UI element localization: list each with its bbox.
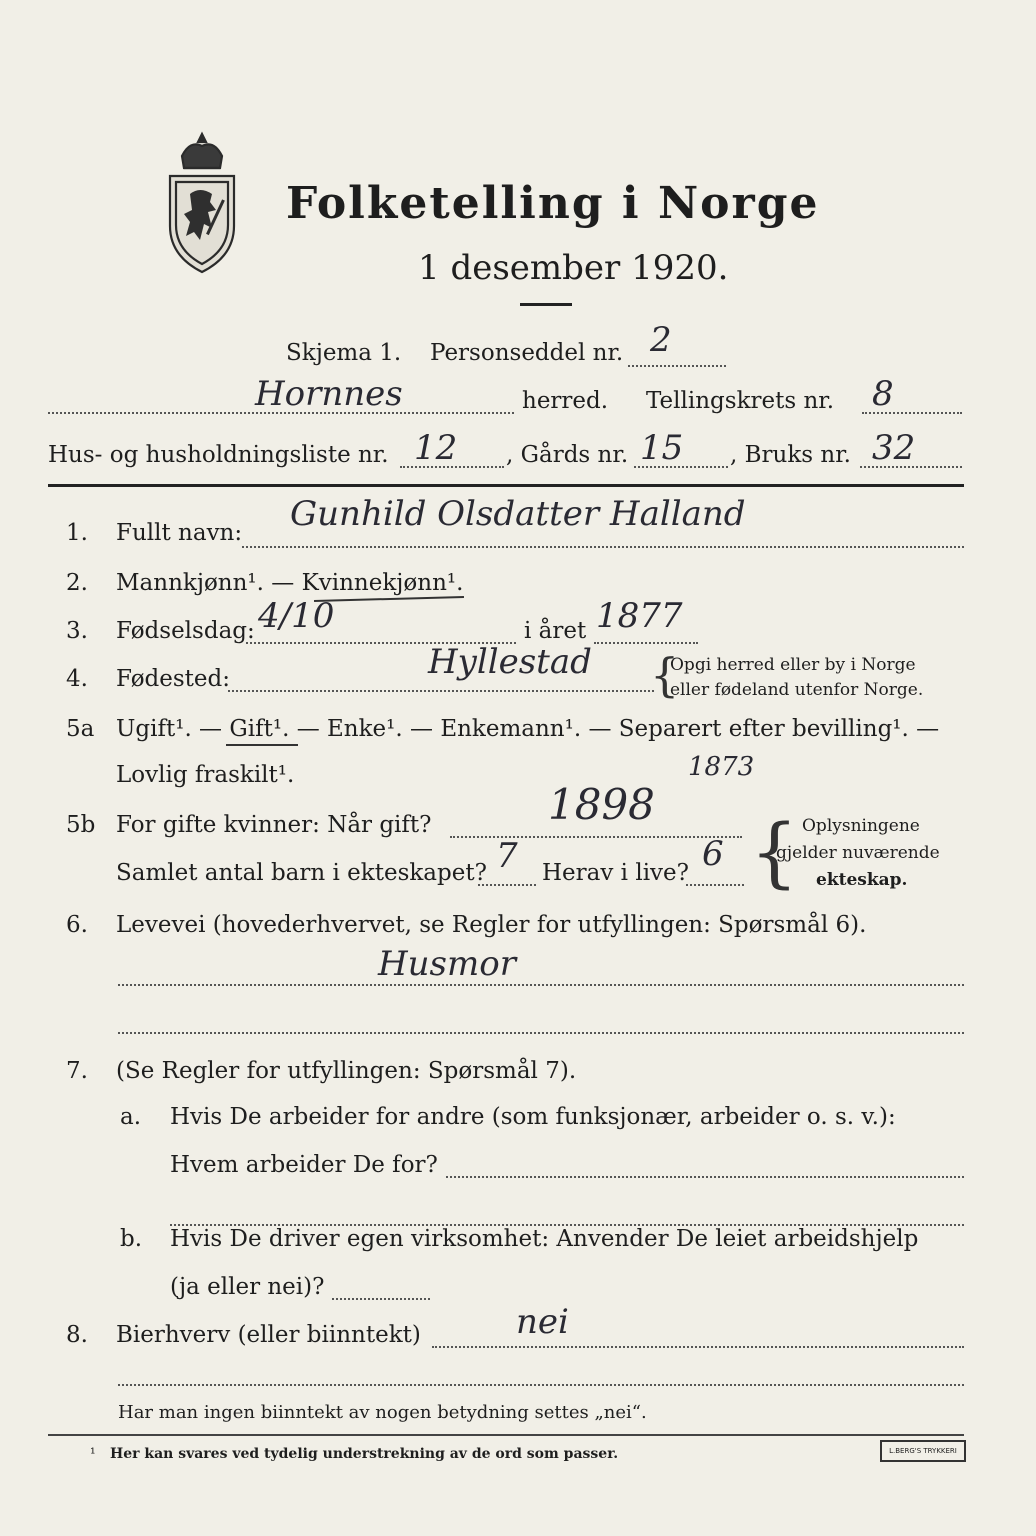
- q5b-value[interactable]: 1898: [548, 780, 655, 829]
- tellingskrets-label: Tellingskrets nr.: [646, 388, 835, 414]
- q8-number: 8.: [66, 1322, 88, 1348]
- q4-number: 4.: [66, 666, 88, 692]
- q5b-alive-value[interactable]: 6: [702, 834, 724, 874]
- footer-separator: [48, 1434, 964, 1436]
- q7-label: (Se Regler for utfyllingen: Spørsmål 7).: [116, 1058, 577, 1084]
- q5b-brace: {: [750, 807, 799, 896]
- coat-of-arms-icon: [160, 128, 244, 278]
- q7a-line-1: [446, 1176, 964, 1178]
- herred-value[interactable]: Hornnes: [255, 374, 403, 414]
- title-divider: [520, 303, 572, 306]
- q2-underline: [314, 596, 464, 602]
- q4-brace: {: [650, 648, 680, 702]
- bruks-label: , Bruks nr.: [730, 442, 851, 468]
- skjema-label: Skjema 1.: [286, 340, 402, 366]
- q3-year-line: [594, 642, 698, 644]
- printer-stamp: L.BERG'S TRYKKERI: [880, 1440, 966, 1462]
- q4-value[interactable]: Hyllestad: [428, 642, 592, 682]
- q2-number: 2.: [66, 570, 88, 596]
- q5b-note-1: Oplysningene: [802, 816, 920, 836]
- q3-value[interactable]: 4/10: [258, 596, 335, 636]
- q5b-alive-line: [686, 884, 744, 886]
- q8-line-2: [118, 1384, 964, 1386]
- q6-label: Levevei (hovederhvervet, se Regler for utfyllingen: Spørsmål 6).: [116, 912, 867, 938]
- footnote-mark: ¹: [90, 1446, 96, 1462]
- q6-line-2: [118, 1032, 964, 1034]
- q7b-label: Hvis De driver egen virksomhet: Anvender De leiet arbeidshjelp: [170, 1226, 919, 1252]
- q3-year-value[interactable]: 1877: [596, 596, 683, 636]
- q4-note-2: eller fødeland utenfor Norge.: [670, 680, 924, 700]
- q5a-number: 5a: [66, 716, 95, 742]
- q1-value[interactable]: Gunhild Olsdatter Halland: [290, 494, 746, 534]
- q4-note-1: Opgi herred eller by i Norge: [670, 655, 916, 675]
- q3-number: 3.: [66, 618, 88, 644]
- gards-label: , Gårds nr.: [506, 442, 629, 468]
- q5b-extra-value[interactable]: 1873: [688, 752, 755, 782]
- q3-label: Fødselsdag:: [116, 618, 255, 644]
- personseddel-value[interactable]: 2: [650, 320, 672, 360]
- q1-line: [242, 546, 964, 548]
- form-title: Folketelling i Norge: [286, 178, 820, 229]
- tellingskrets-value[interactable]: 8: [872, 374, 894, 414]
- q5b-alive-label: Herav i live?: [542, 860, 689, 886]
- q1-label: Fullt navn:: [116, 520, 243, 546]
- q5b-children-line: [478, 884, 536, 886]
- q5b-children-label: Samlet antal barn i ekteskapet?: [116, 860, 487, 886]
- form-date: 1 desember 1920.: [418, 248, 729, 288]
- q4-label: Fødested:: [116, 666, 231, 692]
- q5b-line: [450, 836, 742, 838]
- q5a-label: Ugift¹. — Gift¹. — Enke¹. — Enkemann¹. — Separert efter bevilling¹. —: [116, 716, 940, 742]
- personseddel-label: Personseddel nr.: [430, 340, 624, 366]
- q6-line-1: [118, 984, 964, 986]
- q8-note: Har man ingen biinntekt av nogen betydning settes „nei“.: [118, 1402, 647, 1423]
- q7-number: 7.: [66, 1058, 88, 1084]
- personseddel-line: [628, 365, 726, 367]
- q7a-number: a.: [120, 1104, 142, 1130]
- q1-number: 1.: [66, 520, 88, 546]
- header-separator: [48, 484, 964, 487]
- q8-line-1: [432, 1346, 964, 1348]
- bruks-value[interactable]: 32: [872, 428, 916, 468]
- gards-value[interactable]: 15: [640, 428, 684, 468]
- q5b-note-2: gjelder nuværende: [776, 843, 940, 863]
- q4-line: [228, 690, 654, 692]
- q8-label: Bierhverv (eller biinntekt): [116, 1322, 421, 1348]
- husholdning-value[interactable]: 12: [414, 428, 458, 468]
- q7b-number: b.: [120, 1226, 143, 1252]
- q7b-line: [332, 1298, 430, 1300]
- q5a-label-2: Lovlig fraskilt¹.: [116, 762, 295, 788]
- q5b-number: 5b: [66, 812, 96, 838]
- q5a-underline: [226, 744, 298, 746]
- q3-year-label: i året: [524, 618, 587, 644]
- husholdning-label: Hus- og husholdningsliste nr.: [48, 442, 389, 468]
- q8-value[interactable]: nei: [516, 1302, 569, 1342]
- q6-number: 6.: [66, 912, 88, 938]
- q6-value[interactable]: Husmor: [378, 944, 516, 984]
- herred-label: herred.: [522, 388, 609, 414]
- q7b-label-2: (ja eller nei)?: [170, 1274, 325, 1300]
- q5b-label: For gifte kvinner: Når gift?: [116, 812, 432, 838]
- q7a-label-2: Hvem arbeider De for?: [170, 1152, 438, 1178]
- q2-label: Mannkjønn¹. — Kvinnekjønn¹.: [116, 570, 464, 596]
- q7a-label: Hvis De arbeider for andre (som funksjonær, arbeider o. s. v.):: [170, 1104, 896, 1130]
- q5b-note-3: ekteskap.: [816, 870, 908, 890]
- q5b-children-value[interactable]: 7: [496, 836, 518, 876]
- footnote-text: Her kan svares ved tydelig understrekning av de ord som passer.: [110, 1446, 619, 1462]
